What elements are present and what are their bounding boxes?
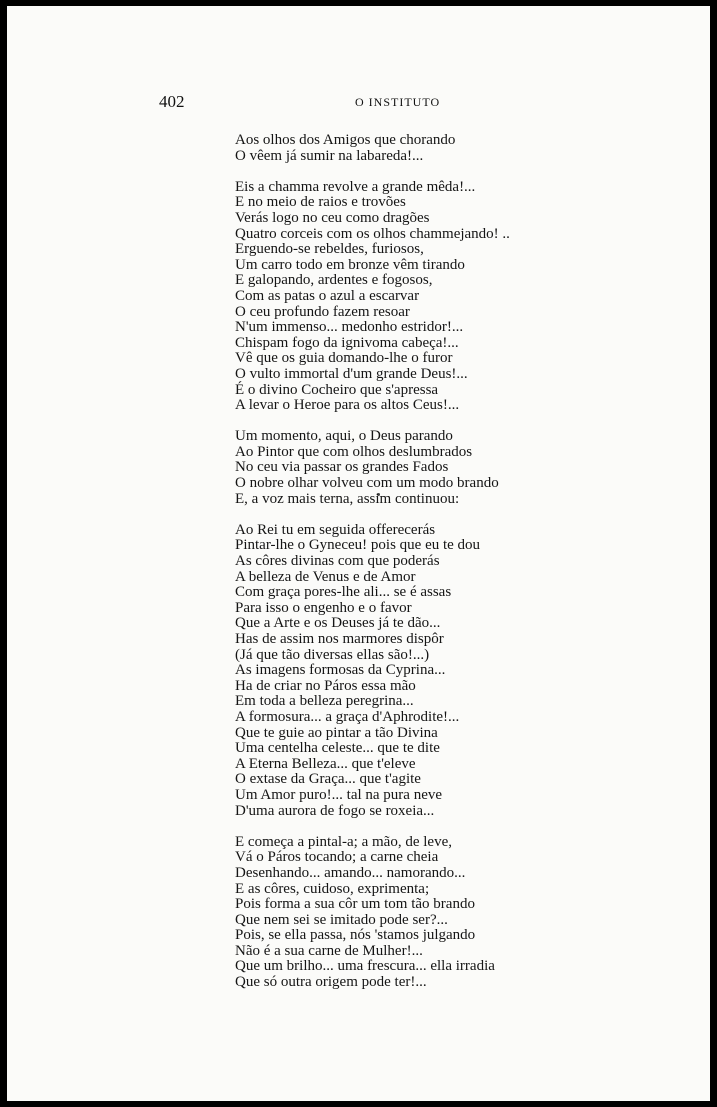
poem-line: Vê que os guia domando-lhe o furor (235, 350, 453, 367)
book-page (7, 6, 710, 1101)
poem-line: Que te guie ao pintar a tão Divina (235, 724, 438, 741)
poem-line: A formosura... a graça d'Aphrodite!... (235, 708, 460, 725)
poem-line: (Já que tão diversas ellas são!...) (235, 646, 430, 663)
poem-line: Com as patas o azul a escarvar (235, 287, 420, 304)
stanza (235, 523, 695, 819)
page-number: 402 (159, 92, 185, 111)
poem-line: Ao Rei tu em seguida offerecerás (235, 521, 436, 538)
poem-line: Não é a sua carne de Mulher!... (235, 942, 423, 959)
poem-line: N'um immenso... medonho estridor!... (235, 319, 464, 336)
stanza (235, 835, 695, 991)
poem-line: Pintar-lhe o Gyneceu! pois que eu te dou (235, 537, 481, 554)
poem-line: É o divino Cocheiro que s'apressa (235, 381, 439, 398)
poem-line: A Eterna Belleza... que t'eleve (235, 755, 416, 772)
stanza (235, 429, 695, 507)
poem-line: O vulto immortal d'um grande Deus!... (235, 365, 468, 382)
poem-line: Verás logo no ceu como dragões (235, 209, 430, 226)
poem-line: Has de assim nos marmores dispôr (235, 631, 444, 647)
poem-line: Uma centelha celeste... que te dite (235, 740, 440, 757)
poem-line: Ao Pintor que com olhos deslumbrados (235, 443, 473, 460)
poem-line: Que nem sei se imitado pode ser?... (235, 911, 448, 928)
poem-line: Para isso o engenho e o favor (235, 599, 412, 616)
poem-line: Que só outra origem pode ter!... (235, 974, 427, 991)
poem-line: Vá o Páros tocando; a carne cheia (235, 849, 439, 866)
page-header (7, 92, 710, 114)
poem-body (235, 133, 695, 991)
poem-line: Aos olhos dos Amigos que chorando (235, 132, 456, 148)
poem-line: Ha de criar no Páros essa mão (235, 677, 416, 694)
running-head: O INSTITUTO (355, 95, 441, 109)
poem-line: E galopando, ardentes e fogosos, (235, 272, 433, 289)
poem-line: O ceu profundo fazem resoar (235, 303, 410, 320)
poem-line: Um carro todo em bronze vêm tirando (235, 256, 465, 273)
stanza (235, 133, 695, 164)
poem-line: E começa a pintal-a; a mão, de leve, (235, 833, 452, 850)
poem-line: O nobre olhar volveu com um modo brando (235, 475, 499, 492)
poem-line: A belleza de Venus e de Amor (235, 568, 416, 585)
poem-line: Que um brilho... uma frescura... ella irradia (235, 958, 495, 975)
poem-line: Eis a chamma revolve a grande mêda!... (235, 178, 476, 195)
poem-line: As côres divinas com que poderás (235, 553, 440, 570)
poem-line: O vêem já sumir na labareda!... (235, 147, 424, 164)
poem-line: A levar o Heroe para os altos Ceus!... (235, 397, 460, 414)
poem-line: Um Amor puro!... tal na pura neve (235, 786, 443, 803)
poem-line: Desenhando... amando... namorando... (235, 864, 466, 881)
poem-line: Um momento, aqui, o Deus parando (235, 428, 453, 445)
poem-line: Em toda a belleza peregrina... (235, 693, 414, 710)
poem-line: O extase da Graça... que t'agite (235, 771, 421, 788)
poem-line: E as côres, cuidoso, exprimenta; (235, 880, 430, 897)
poem-line: E no meio de raios e trovões (235, 194, 406, 211)
poem-line: As imagens formosas da Cyprina... (235, 662, 446, 679)
poem-line: D'uma aurora de fogo se roxeia... (235, 802, 435, 819)
poem-line: Com graça pores-lhe ali... se é assas (235, 584, 452, 601)
stanza (235, 180, 695, 414)
poem-line: Pois, se ella passa, nós 'stamos julgando (235, 927, 476, 944)
poem-line: Chispam fogo da ignivoma cabeça!... (235, 334, 459, 351)
poem-line: No ceu via passar os grandes Fados (235, 459, 449, 476)
poem-line: Quatro corceis com os olhos chammejando! .. (235, 225, 510, 242)
poem-line: Que a Arte e os Deuses já te dão... (235, 615, 441, 632)
poem-line: E, a voz mais terna, assim continuou: (235, 490, 460, 507)
poem-line: Erguendo-se rebeldes, furiosos, (235, 241, 424, 258)
poem-line: Pois forma a sua côr um tom tão brando (235, 896, 475, 913)
